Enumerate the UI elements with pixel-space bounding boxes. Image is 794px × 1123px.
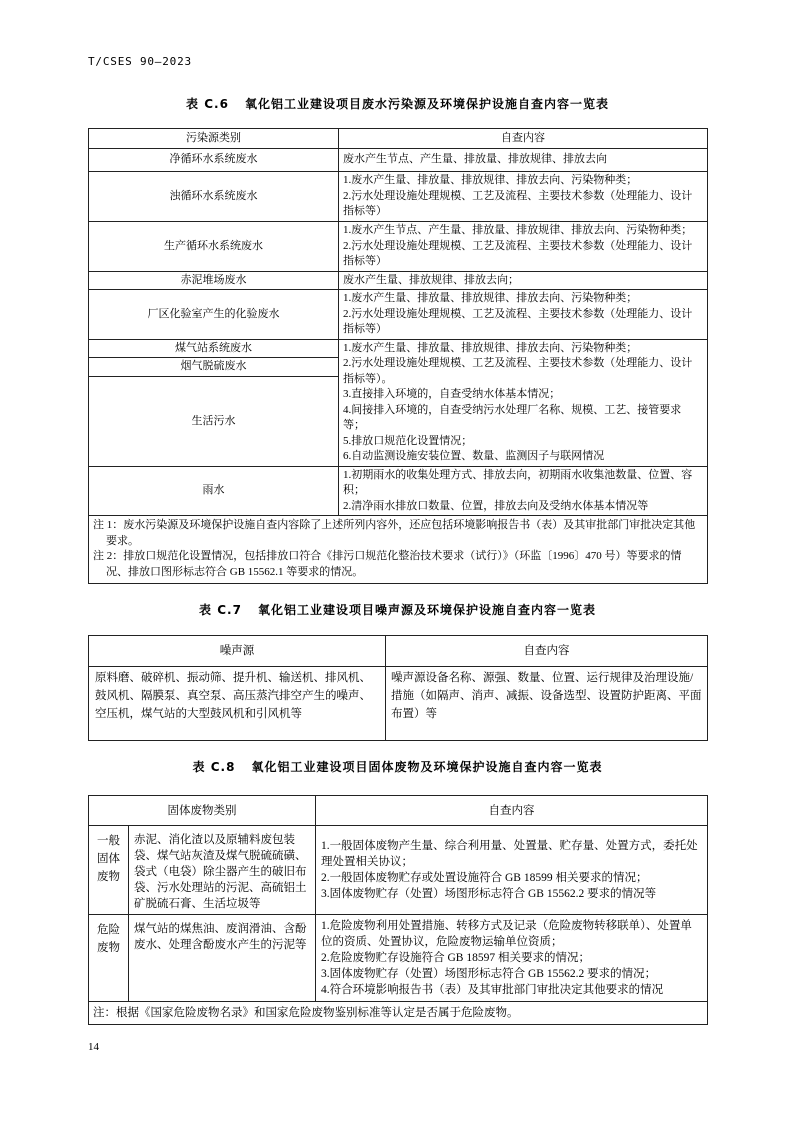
content-item: 4.符合环境影响报告书（表）及其审批部门审批决定其他要求的情况	[321, 984, 664, 996]
content-item: 1.危险废物利用处置措施、转移方式及记录（危险废物转移联单）、处置单位的资质、处置协议，危险废物运输单位资质；	[321, 920, 692, 948]
table-c6-caption	[88, 96, 707, 112]
document-code: T/CSES 90—2023	[88, 55, 192, 68]
content-item: 2.污水处理设施处理规模、工艺及流程、主要技术参数（处理能力、设计指标等）。	[343, 357, 693, 385]
header-self-check-content: 自查内容	[316, 796, 708, 826]
table-header-row	[89, 129, 708, 149]
content-item: 4.间接排入环境的，自查受纳污水处理厂名称、规模、工艺、接管要求等；	[343, 403, 682, 431]
source-category: 生活污水	[89, 377, 339, 466]
self-check-content	[339, 149, 708, 172]
table-c8-label: 表 C.8	[192, 760, 236, 774]
source-category: 雨水	[89, 466, 339, 516]
source-category: 生产循环水系统废水	[89, 222, 339, 272]
noise-source-table	[88, 635, 708, 741]
table-note: 注：根据《国家危险废物名录》和国家危险废物鉴别标准等认定是否属于危险废物。	[89, 1002, 708, 1025]
self-check-content	[339, 290, 708, 340]
content-item: 3.固体废物贮存（处置）场图形标志符合 GB 15562.2 要求的情况等	[321, 888, 657, 900]
header-self-check-content: 自查内容	[386, 636, 708, 667]
self-check-content	[339, 222, 708, 272]
content-item: 1.废水产生量、排放量、排放规律、排放去向、污染物种类；	[343, 341, 638, 354]
self-check-content: 噪声源设备名称、源强、数量、位置、运行规律及治理设施/措施（如隔声、消声、减振、设备选型、设置防护距离、平面布置）等	[386, 667, 708, 741]
content-item: 2.污水处理设施处理规模、工艺及流程、主要技术参数（处理能力、设计指标等）	[343, 307, 693, 335]
wastewater-source-table	[88, 128, 708, 584]
solid-waste-table	[88, 795, 708, 1025]
table-header-row	[89, 636, 708, 667]
content-item: 废水产生量、排放规律、排放去向；	[343, 273, 519, 286]
page-content	[88, 96, 707, 1025]
table-row	[89, 271, 708, 290]
content-item: 1.初期雨水的收集处理方式、排放去向，初期雨水收集池数量、位置、容积；	[343, 468, 693, 496]
table-c7-label: 表 C.7	[199, 603, 242, 617]
content-item: 3.直接排入环境的，自查受纳水体基本情况；	[343, 388, 561, 400]
self-check-content	[339, 466, 708, 516]
header-waste-category: 固体废物类别	[89, 796, 316, 826]
table-row	[89, 172, 708, 222]
content-item: 1.废水产生量、排放量、排放规律、排放去向、污染物种类；	[343, 292, 638, 304]
table-row	[89, 339, 708, 358]
source-category: 厂区化验室产生的化验废水	[89, 290, 339, 340]
table-row	[89, 826, 708, 915]
source-category: 浊循环水系统废水	[89, 172, 339, 222]
header-noise-source: 噪声源	[89, 636, 386, 667]
content-item: 2.危险废物贮存设施符合 GB 18597 相关要求的情况；	[321, 952, 590, 964]
waste-type: 危险废物	[89, 915, 129, 1002]
table-row	[89, 667, 708, 741]
table-c6-label: 表 C.6	[186, 97, 229, 111]
content-item: 5.排放口规范化设置情况；	[343, 434, 473, 447]
table-row	[89, 222, 708, 272]
content-item: 1.废水产生节点、产生量、排放量、排放规律、排放去向、污染物种类；	[343, 224, 693, 236]
page-number: 14	[88, 1041, 99, 1053]
content-item: 废水产生节点、产生量、排放量、排放规律、排放去向	[343, 153, 607, 166]
waste-items: 赤泥、消化渣以及原辅料废包装袋、煤气站灰渣及煤气脱硫硫磺、袋式（电袋）除尘器产生的破旧布袋、污水处理站的污泥、高硫铝土矿脱硫石膏、生活垃圾等	[129, 826, 316, 915]
table-row	[89, 466, 708, 516]
waste-type: 一般固体废物	[89, 826, 129, 915]
content-item: 1.废水产生量、排放量、排放规律、排放去向、污染物种类；	[343, 174, 638, 187]
table-c7-caption	[88, 602, 707, 618]
source-category: 净循环水系统废水	[89, 149, 339, 172]
table-c8-caption	[88, 759, 707, 775]
self-check-content	[339, 339, 708, 466]
header-self-check-content: 自查内容	[339, 129, 708, 149]
table-row	[89, 290, 708, 340]
source-category: 烟气脱硫废水	[89, 358, 339, 377]
self-check-content	[316, 915, 708, 1002]
waste-items: 煤气站的煤焦油、废润滑油、含酚废水、处理含酚废水产生的污泥等	[129, 915, 316, 1002]
table-note: 注 1：废水污染源及环境保护设施自查内容除了上述所列内容外，还应包括环境影响报告书（表）及其审批部门审批决定其他要求。	[93, 519, 696, 547]
table-c6-title: 氧化铝工业建设项目废水污染源及环境保护设施自查内容一览表	[244, 97, 609, 111]
table-c7-title: 氧化铝工业建设项目噪声源及环境保护设施自查内容一览表	[257, 603, 596, 617]
table-notes	[89, 516, 708, 584]
content-item: 2.一般固体废物贮存或处置设施符合 GB 18599 相关要求的情况；	[321, 872, 648, 884]
table-notes-row	[89, 1002, 708, 1025]
content-item: 2.污水处理设施处理规模、工艺及流程、主要技术参数（处理能力、设计指标等）	[343, 189, 693, 218]
header-source-category: 污染源类别	[89, 129, 339, 149]
table-notes-row	[89, 516, 708, 584]
table-c8-title: 氧化铝工业建设项目固体废物及环境保护设施自查内容一览表	[251, 760, 603, 774]
content-item: 6.自动监测设施安装位置、数量、监测因子与联网情况	[343, 450, 605, 462]
source-category: 煤气站系统废水	[89, 339, 339, 358]
content-item: 2.清净雨水排放口数量、位置，排放去向及受纳水体基本情况等	[343, 499, 649, 512]
content-item: 2.污水处理设施处理规模、工艺及流程、主要技术参数（处理能力、设计指标等）	[343, 239, 693, 267]
table-row	[89, 149, 708, 172]
table-row	[89, 915, 708, 1002]
source-category: 赤泥堆场废水	[89, 271, 339, 290]
noise-source: 原料磨、破碎机、振动筛、提升机、输送机、排风机、鼓风机、隔膜泵、真空泵、高压蒸汽排空产生的噪声、空压机，煤气站的大型鼓风机和引风机等	[89, 667, 386, 741]
content-item: 3.固体废物贮存（处置）场图形标志符合 GB 15562.2 要求的情况；	[321, 968, 657, 980]
content-item: 1.一般固体废物产生量、综合利用量、处置量、贮存量、处置方式，委托处理处置相关协议；	[321, 840, 698, 868]
self-check-content	[339, 271, 708, 290]
self-check-content	[339, 172, 708, 222]
table-note: 注 2：排放口规范化设置情况，包括排放口符合《排污口规范化整治技术要求（试行）》（环监〔1996〕470 号）等要求的情况、排放口图形标志符合 GB 15562.1 等要求的情况。	[93, 550, 682, 578]
table-header-row	[89, 796, 708, 826]
self-check-content	[316, 826, 708, 915]
